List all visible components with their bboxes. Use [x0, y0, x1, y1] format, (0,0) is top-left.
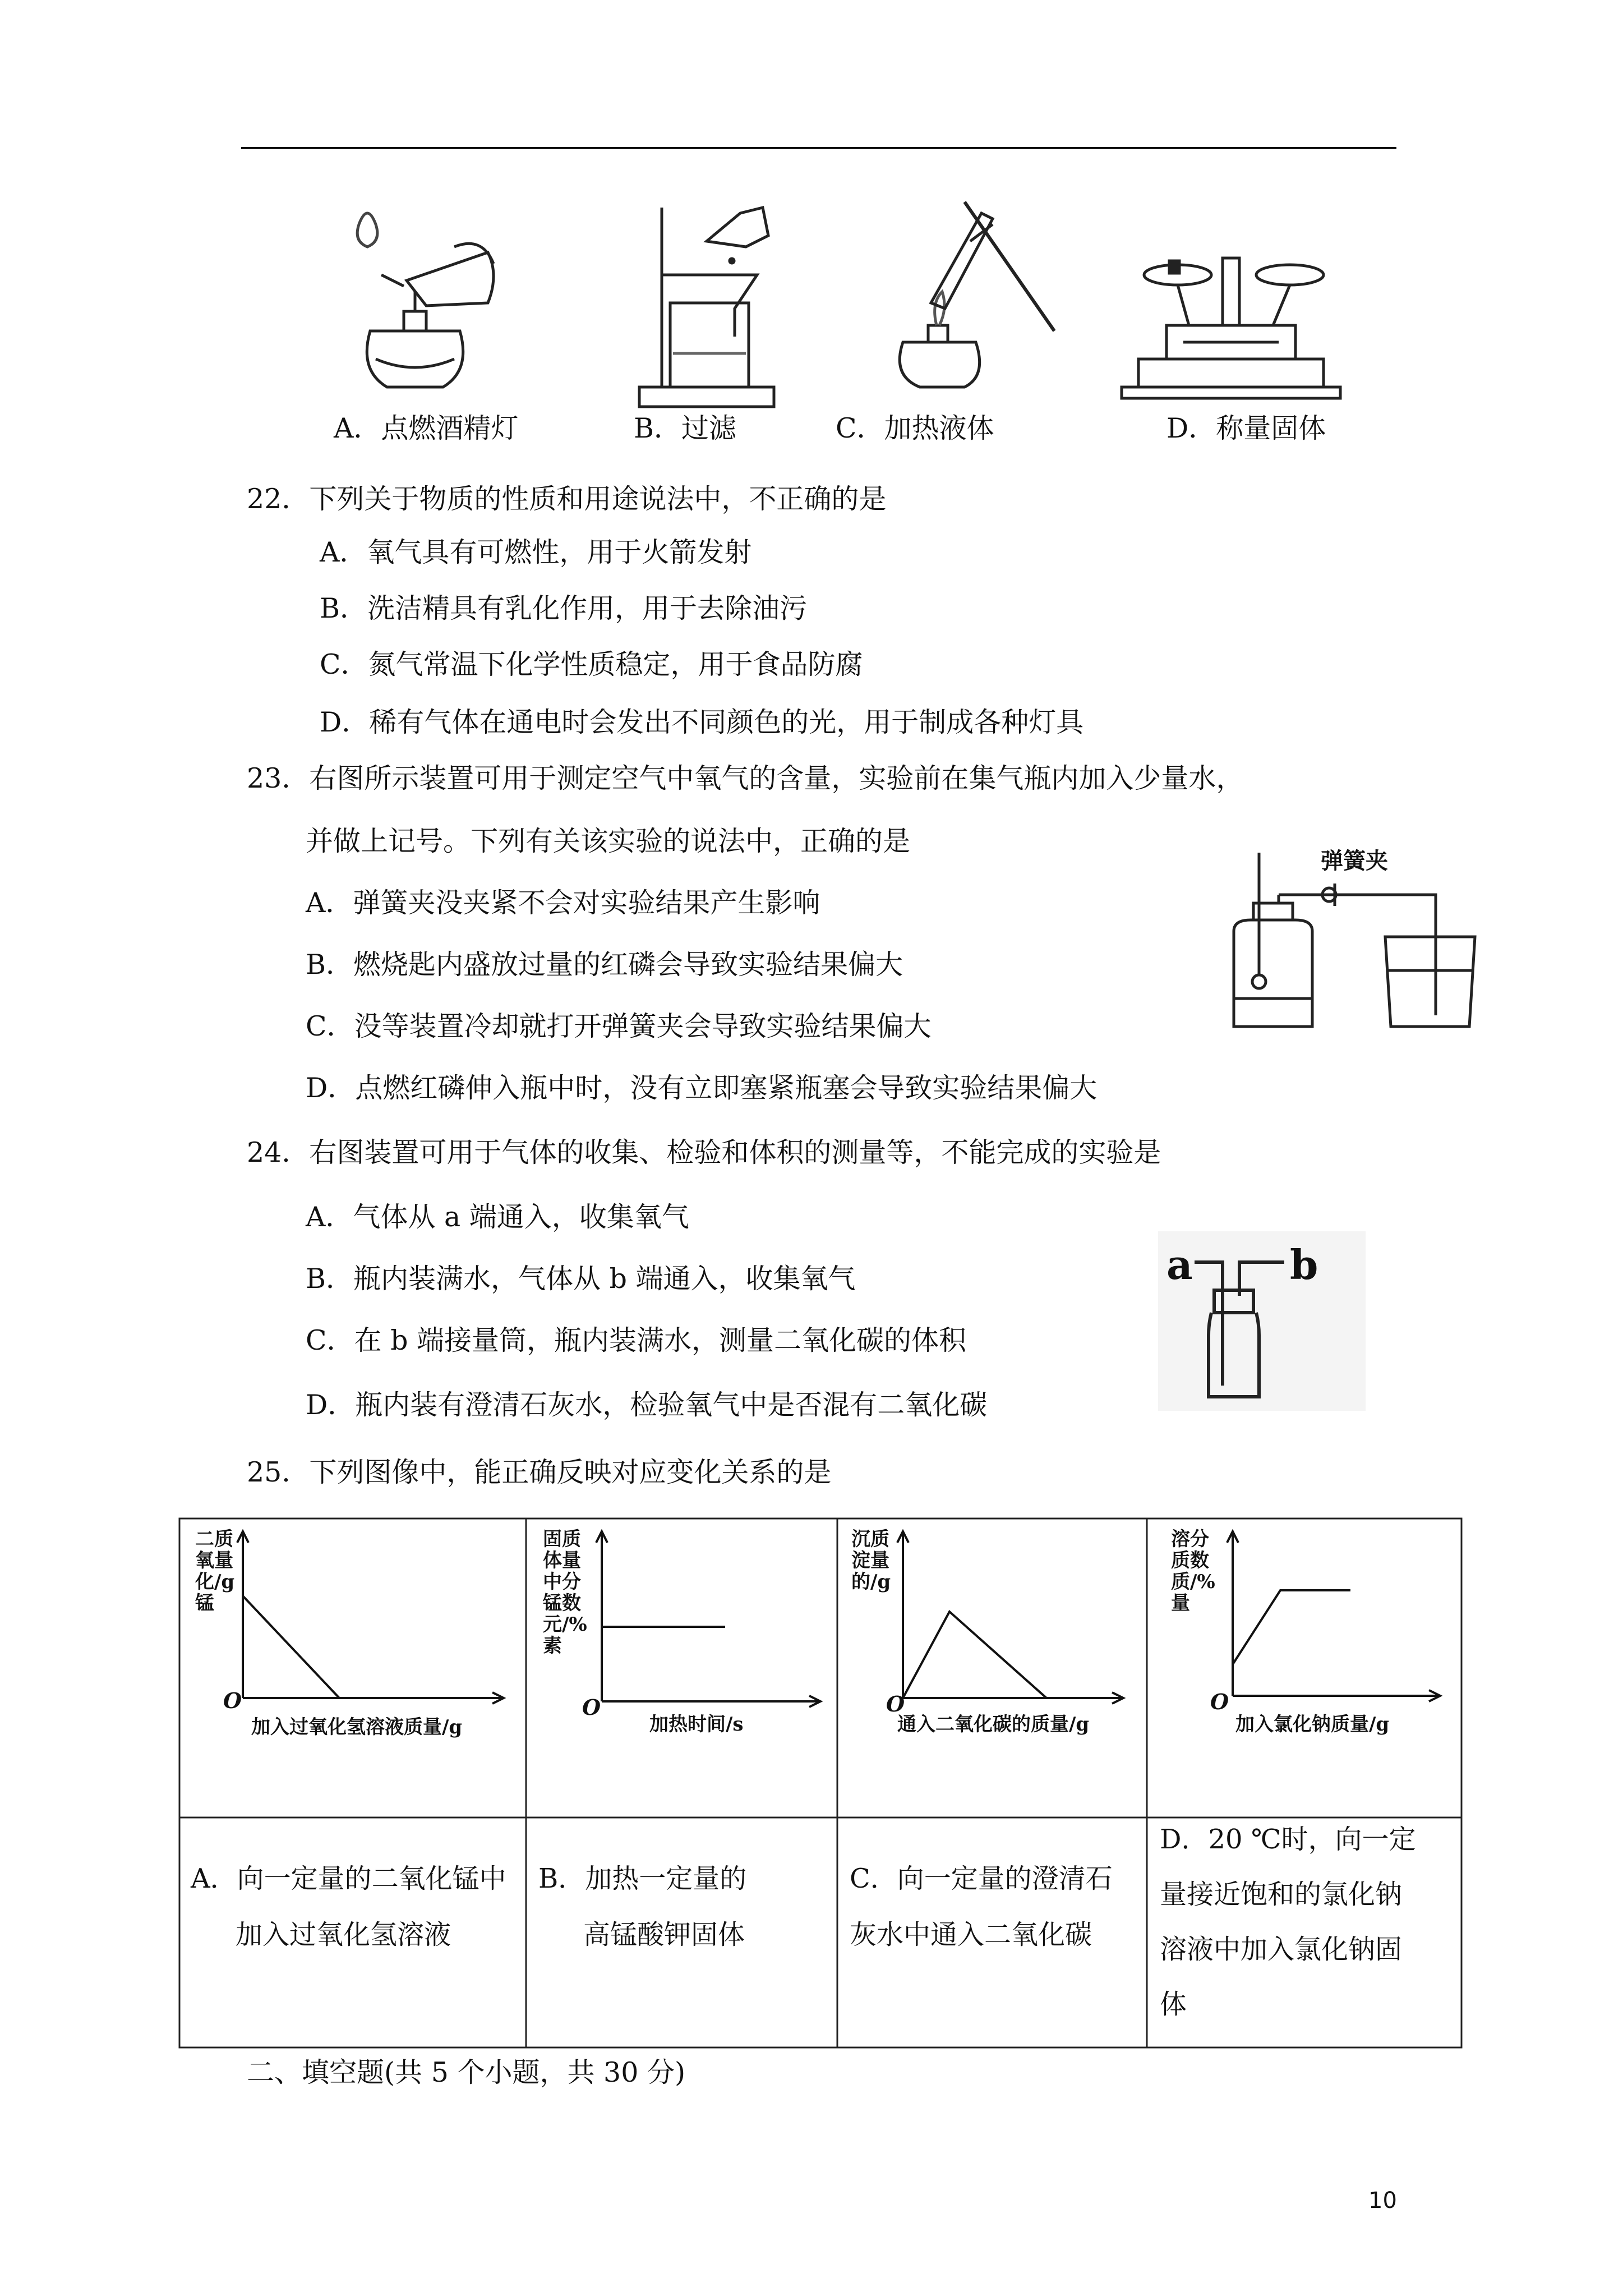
graph-a-ylabel-2: 氧量 — [195, 1549, 233, 1572]
port-b-label: b — [1290, 1241, 1318, 1289]
graph-b-ylabel-3: 中分 — [543, 1571, 581, 1593]
q22-option-b: B．洗洁精具有乳化作用，用于去除油污 — [320, 592, 808, 624]
q24-option-d: D．瓶内装有澄清石灰水，检验氧气中是否混有二氧化碳 — [306, 1389, 988, 1421]
graph-a-ylabel-3: 化/g — [195, 1571, 235, 1593]
caption-graph-c-2: 灰水中通入二氧化碳 — [850, 1919, 1092, 1950]
graph-c-origin: O — [886, 1691, 905, 1717]
alcohol-lamp-figure — [357, 213, 494, 387]
balance-figure — [1122, 258, 1340, 398]
oxygen-content-apparatus — [1217, 841, 1486, 1043]
q22-option-a: A．氧气具有可燃性，用于火箭发射 — [320, 536, 752, 568]
caption-graph-d-4: 体 — [1160, 1989, 1187, 2020]
graph-a — [237, 1531, 504, 1704]
caption-b: B．过滤 — [634, 412, 737, 444]
caption-a: A．点燃酒精灯 — [334, 412, 519, 444]
caption-graph-a-1: A．向一定量的二氧化锰中 — [191, 1863, 506, 1894]
top-rule — [241, 147, 1396, 149]
graph-d-ylabel-1: 溶分 — [1171, 1528, 1209, 1550]
section-2-heading: 二、填空题(共 5 个小题，共 30 分) — [247, 2056, 686, 2088]
gas-bottle-apparatus — [1155, 1228, 1368, 1414]
caption-c: C．加热液体 — [836, 412, 994, 444]
port-a-label: a — [1166, 1241, 1193, 1289]
graph-a-ylabel-1: 二质 — [195, 1528, 233, 1550]
q24-option-c: C．在 b 端接量筒，瓶内装满水，测量二氧化碳的体积 — [306, 1324, 967, 1356]
q25-stem: 25．下列图像中，能正确反映对应变化关系的是 — [247, 1456, 832, 1488]
q23-option-a: A．弹簧夹没夹紧不会对实验结果产生影响 — [306, 887, 820, 919]
graph-c-ylabel-3: 的/g — [851, 1571, 891, 1593]
graph-d-ylabel-3: 质/% — [1171, 1571, 1215, 1593]
caption-graph-d-1: D．20 ℃时，向一定 — [1160, 1824, 1416, 1855]
graph-d — [1227, 1531, 1440, 1701]
q24-stem: 24．右图装置可用于气体的收集、检验和体积的测量等，不能完成的实验是 — [247, 1137, 1161, 1168]
graph-d-ylabel-4: 量 — [1171, 1592, 1190, 1614]
graph-d-origin: O — [1210, 1689, 1229, 1714]
graph-b — [596, 1531, 820, 1707]
graph-b-ylabel-1: 固质 — [543, 1528, 581, 1550]
graph-b-xlabel: 加热时间/s — [649, 1713, 744, 1736]
q24-option-a: A．气体从 a 端通入，收集氧气 — [306, 1201, 689, 1233]
graph-d-ylabel-2: 质数 — [1171, 1549, 1209, 1572]
graph-c-line — [903, 1612, 1046, 1698]
caption-d: D．称量固体 — [1166, 412, 1326, 444]
graph-c-xlabel: 通入二氧化碳的质量/g — [897, 1713, 1090, 1736]
graph-a-ylabel-4: 锰 — [195, 1592, 214, 1614]
graph-a-line — [243, 1596, 339, 1698]
graph-b-ylabel-2: 体量 — [543, 1549, 581, 1572]
graph-d-line — [1233, 1590, 1350, 1664]
q23-stem-line1: 23．右图所示装置可用于测定空气中氧气的含量，实验前在集气瓶内加入少量水， — [247, 762, 1244, 794]
graph-b-origin: O — [582, 1695, 601, 1720]
graph-a-xlabel: 加入过氧化氢溶液质量/g — [251, 1716, 463, 1738]
graph-c-ylabel-2: 淀量 — [851, 1549, 889, 1572]
graph-c-ylabel-1: 沉质 — [851, 1528, 889, 1550]
q22-option-c: C．氮气常温下化学性质稳定，用于食品防腐 — [320, 648, 863, 680]
q22-option-d: D．稀有气体在通电时会发出不同颜色的光，用于制成各种灯具 — [320, 706, 1084, 738]
caption-graph-c-1: C．向一定量的澄清石 — [850, 1863, 1113, 1894]
q23-stem-line2: 并做上记号。下列有关该实验的说法中，正确的是 — [306, 825, 911, 857]
spring-clip-label: 弹簧夹 — [1321, 848, 1388, 874]
graph-b-ylabel-5: 元/% — [543, 1613, 587, 1636]
q24-option-b: B．瓶内装满水，气体从 b 端通入，收集氧气 — [306, 1263, 856, 1295]
caption-graph-d-2: 量接近饱和的氯化钠 — [1160, 1879, 1403, 1910]
graph-c — [897, 1531, 1123, 1704]
caption-graph-b-1: B．加热一定量的 — [538, 1863, 747, 1894]
graph-b-ylabel-4: 锰数 — [543, 1592, 581, 1614]
heating-liquid-figure — [900, 202, 1054, 387]
caption-graph-b-2: 高锰酸钾固体 — [583, 1919, 745, 1950]
q22-stem: 22．下列关于物质的性质和用途说法中，不正确的是 — [247, 483, 887, 515]
graph-a-origin: O — [223, 1688, 242, 1713]
filtration-figure — [639, 208, 774, 407]
q23-option-d: D．点燃红磷伸入瓶中时，没有立即塞紧瓶塞会导致实验结果偏大 — [306, 1072, 1098, 1104]
page-number: 10 — [1368, 2188, 1397, 2214]
q23-option-c: C．没等装置冷却就打开弹簧夹会导致实验结果偏大 — [306, 1010, 932, 1042]
caption-graph-a-2: 加入过氧化氢溶液 — [236, 1919, 451, 1950]
graph-d-xlabel: 加入氯化钠质量/g — [1235, 1713, 1390, 1736]
q23-option-b: B．燃烧匙内盛放过量的红磷会导致实验结果偏大 — [306, 949, 903, 981]
graph-b-ylabel-6: 素 — [543, 1635, 562, 1657]
caption-graph-d-3: 溶液中加入氯化钠固 — [1160, 1934, 1403, 1965]
